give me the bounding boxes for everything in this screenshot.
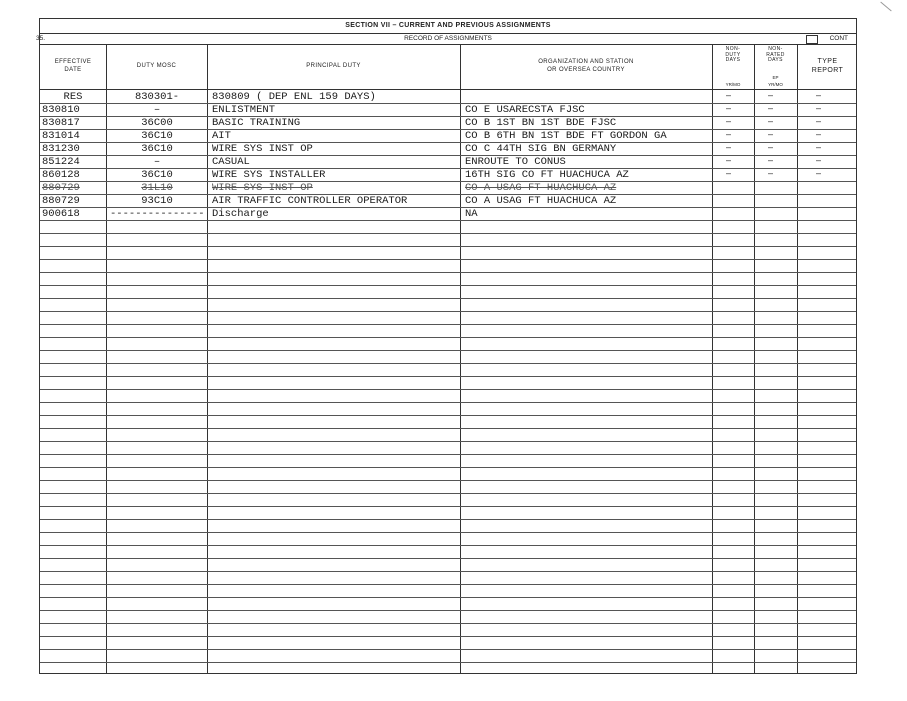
empty-row	[40, 454, 856, 468]
empty-row	[40, 584, 856, 598]
empty-row	[40, 597, 856, 611]
cont-checkbox[interactable]	[806, 35, 818, 44]
dash-mark: –	[816, 90, 822, 100]
dash-mark: –	[726, 168, 732, 178]
cell-principal-duty: WIRE SYS INST OP	[212, 143, 313, 155]
empty-row	[40, 272, 856, 286]
record-of-assignments-form	[36, 18, 857, 674]
header-yr-mo: YR/MO	[768, 82, 783, 87]
table-row	[40, 207, 856, 221]
empty-row	[40, 324, 856, 338]
header-ep: EP	[772, 75, 779, 80]
empty-row	[40, 610, 856, 624]
empty-row	[40, 220, 856, 234]
cell-duty-mosc: 36C10	[141, 143, 173, 155]
dash-mark: –	[816, 116, 822, 126]
cell-duty-mosc: 36C10	[141, 130, 173, 142]
cell-effective-date: 880729	[42, 195, 80, 207]
cell-duty-mosc: 93C10	[141, 195, 173, 207]
cell-effective-date: 851224	[42, 156, 80, 168]
cell-organization: CO A USAG FT HUACHUCA AZ	[465, 195, 617, 207]
cell-principal-duty: WIRE SYS INST OP	[212, 182, 313, 194]
dash-mark: –	[816, 103, 822, 113]
cell-organization	[465, 90, 710, 103]
table-row	[40, 155, 856, 169]
cell-duty-mosc: 830301-	[134, 91, 180, 103]
cell-organization: CO B 6TH BN 1ST BDE FT GORDON GA	[465, 130, 667, 142]
empty-row	[40, 571, 856, 585]
dash-mark: –	[768, 168, 774, 178]
cell-effective-date: RES	[63, 91, 83, 103]
empty-row	[40, 428, 856, 442]
cell-effective-date: 900618	[42, 208, 80, 220]
dash-mark: –	[768, 103, 774, 113]
empty-row	[40, 337, 856, 351]
table-row	[40, 181, 856, 195]
cell-organization: 16TH SIG CO FT HUACHUCA AZ	[465, 169, 629, 181]
cell-duty-mosc: 31L10	[141, 182, 173, 194]
header-non-rated-days: NON- RATED DAYS	[766, 46, 785, 63]
cell-effective-date: 830810	[42, 104, 80, 116]
dash-mark: –	[768, 142, 774, 152]
cell-principal-duty: AIT	[212, 130, 231, 142]
cell-principal-duty: 830809 ( DEP ENL 159 DAYS)	[212, 91, 376, 103]
empty-row	[40, 285, 856, 299]
cell-principal-duty: Discharge	[212, 208, 269, 220]
empty-row	[40, 649, 856, 663]
empty-row	[40, 246, 856, 260]
item-number: 35.	[36, 35, 46, 42]
dash-mark: –	[816, 155, 822, 165]
empty-row	[40, 506, 856, 520]
header-non-duty-days: NON- DUTY DAYS	[725, 46, 741, 63]
cell-organization: CO E USARECSTA FJSC	[465, 104, 585, 116]
dash-mark: –	[768, 129, 774, 139]
cell-duty-mosc: –	[153, 104, 161, 116]
empty-row	[40, 623, 856, 637]
header-organization: ORGANIZATION AND STATION OR OVERSEA COUNTRY	[538, 59, 634, 73]
header-effective-date: EFFECTIVE DATE	[54, 59, 92, 73]
empty-row	[40, 259, 856, 273]
dash-mark: –	[726, 116, 732, 126]
header-principal-duty: PRINCIPAL DUTY	[306, 62, 361, 69]
empty-row	[40, 402, 856, 416]
table-row	[40, 142, 856, 156]
dash-mark: –	[726, 129, 732, 139]
empty-row	[40, 363, 856, 377]
empty-row	[40, 636, 856, 650]
cell-principal-duty: CASUAL	[212, 156, 250, 168]
cell-effective-date: 880729	[42, 182, 80, 194]
dash-mark: –	[816, 168, 822, 178]
table-row	[40, 129, 856, 143]
empty-row	[40, 545, 856, 559]
empty-row	[40, 350, 856, 364]
table-row	[40, 194, 856, 208]
dash-mark: –	[726, 155, 732, 165]
cell-duty-mosc: –	[153, 156, 161, 168]
cell-duty-mosc: 36C10	[141, 169, 173, 181]
empty-row	[40, 233, 856, 247]
empty-row	[40, 493, 856, 507]
dash-mark: –	[816, 129, 822, 139]
empty-row	[40, 415, 856, 429]
section-title: SECTION VII – CURRENT AND PREVIOUS ASSIGNMENTS	[40, 19, 856, 34]
cell-organization: CO B 1ST BN 1ST BDE FJSC	[465, 117, 617, 129]
scan-mark	[880, 2, 891, 12]
dash-mark: –	[726, 142, 732, 152]
dash-mark: –	[726, 103, 732, 113]
empty-row	[40, 558, 856, 572]
cell-effective-date: 831014	[42, 130, 80, 142]
empty-row	[40, 389, 856, 403]
record-title: RECORD OF ASSIGNMENTS	[404, 35, 492, 42]
header-type-report: TYPE REPORT	[811, 57, 844, 74]
cell-organization: NA	[465, 208, 478, 220]
dash-mark: –	[768, 155, 774, 165]
cell-organization: ENROUTE TO CONUS	[465, 156, 566, 168]
cell-principal-duty: ENLISTMENT	[212, 104, 276, 116]
cont-label: CONT	[829, 35, 848, 42]
table-row	[40, 168, 856, 182]
cell-duty-mosc: ---------------	[110, 208, 205, 220]
empty-row	[40, 376, 856, 390]
empty-row	[40, 467, 856, 481]
empty-row	[40, 298, 856, 312]
header-duty-mosc: DUTY MOSC	[136, 62, 177, 69]
empty-row	[40, 519, 856, 533]
cell-organization: CO A USAG FT HUACHUCA AZ	[465, 182, 617, 194]
empty-row	[40, 532, 856, 546]
cell-principal-duty: AIR TRAFFIC CONTROLLER OPERATOR	[212, 195, 408, 207]
table-row	[40, 90, 856, 104]
table-row	[40, 103, 856, 117]
dash-mark: –	[816, 142, 822, 152]
empty-row	[40, 441, 856, 455]
cell-organization: CO C 44TH SIG BN GERMANY	[465, 143, 617, 155]
cell-duty-mosc: 36C00	[141, 117, 173, 129]
cell-principal-duty: BASIC TRAINING	[212, 117, 301, 129]
header-yr-mo: YR/MO	[725, 82, 741, 87]
cell-effective-date: 830817	[42, 117, 80, 129]
empty-row	[40, 311, 856, 325]
cell-effective-date: 860128	[42, 169, 80, 181]
dash-mark: –	[768, 90, 774, 100]
dash-mark: –	[726, 90, 732, 100]
cell-effective-date: 831230	[42, 143, 80, 155]
dash-mark: –	[768, 116, 774, 126]
empty-row	[40, 480, 856, 494]
cell-principal-duty: WIRE SYS INSTALLER	[212, 169, 326, 181]
table-row	[40, 116, 856, 130]
